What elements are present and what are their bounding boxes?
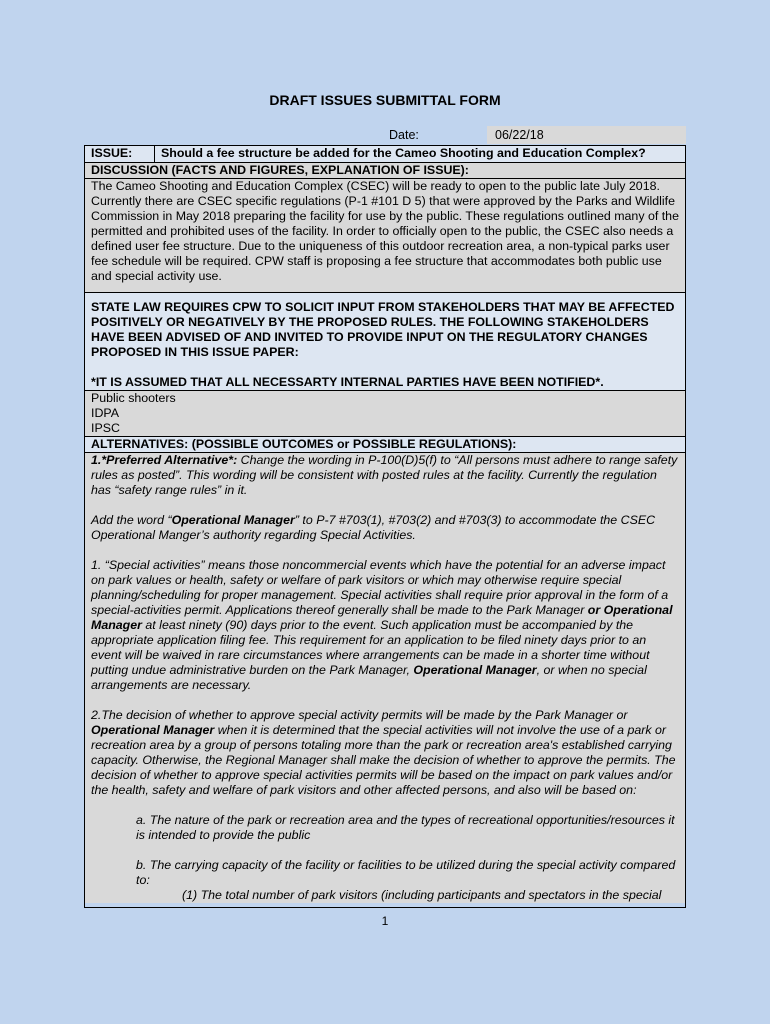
state-law-block xyxy=(85,293,685,391)
date-label: Date: xyxy=(389,128,419,142)
add-word-paragraph xyxy=(91,513,679,543)
date-row xyxy=(84,126,686,144)
stakeholder-item: IPSC xyxy=(91,421,120,435)
issue-label: ISSUE: xyxy=(85,146,155,162)
issue-row xyxy=(85,146,685,163)
stakeholder-item: Public shooters xyxy=(91,391,176,405)
form-title: DRAFT ISSUES SUBMITTAL FORM xyxy=(269,92,501,108)
preferred-alternative-label: 1.*Preferred Alternative*: xyxy=(91,453,238,467)
para1-part-b: at least ninety (90) days prior to the event. Such application must be accompanied by the appropriate application filing fee. This requirement for an application to be filed ninety days prior to an event will be waived in rare circumstances where arrangements can be made in a shorter time without putting undue administrative burden on the Park Manager, xyxy=(91,618,650,677)
criteria-item-a xyxy=(91,813,679,843)
alternative-1 xyxy=(91,453,679,498)
alternatives-header: ALTERNATIVES: (POSSIBLE OUTCOMES or POSSIBLE REGULATIONS): xyxy=(85,437,685,453)
para1-part-a: 1. “Special activities” means those noncommercial events which have the potential for an adverse impact on park values or health, safety or welfare of park visitors or which may otherwise require special planning/scheduling for proper management. Special activities shall require prior approval in the form of a special-activities permit. Applications thereof generally shall be made to the Park Manager xyxy=(91,558,669,617)
op-manager-term: Operational Manager xyxy=(171,513,295,527)
special-activities-paragraph xyxy=(91,558,679,693)
issue-form-table xyxy=(84,145,686,908)
stakeholder-item: IDPA xyxy=(91,406,119,420)
para2-part-b: when it is determined that the special activities will not involve the use of a park or recreation area by a group of persons totaling more than the park or recreation area's established carrying capacity. Otherwise, the Regional Manager shall make the decision of whether to approve the permits. The decision of whether to approve special activities permits will be based on the impact on park values and/or the health, safety and welfare of park visitors and other affected persons, and also will be based on: xyxy=(91,723,676,797)
discussion-header: DISCUSSION (FACTS AND FIGURES, EXPLANATION OF ISSUE): xyxy=(85,163,685,179)
state-law-text: STATE LAW REQUIRES CPW TO SOLICIT INPUT FROM STAKEHOLDERS THAT MAY BE AFFECTED POSITIVELY OR NEGATIVELY BY THE PROPOSED RULES. THE FOLLOWING STAKEHOLDERS HAVE BEEN ADVISED OF AND INVITED TO PROVIDE INPUT ON THE REGULATORY CHANGES PROPOSED IN THIS ISSUE PAPER: xyxy=(91,300,675,359)
alternatives-text[interactable] xyxy=(85,453,685,903)
op-manager-term: Operational Manager xyxy=(91,723,215,737)
criteria-item-b: b. The carrying capacity of the facility or facilities to be utilized during the special activity compared to: xyxy=(136,858,676,887)
issue-text[interactable]: Should a fee structure be added for the Cameo Shooting and Education Complex? xyxy=(161,146,646,160)
criteria-item-a-text: a. The nature of the park or recreation area and the types of recreational opportunities/resources it is intended to provide the public xyxy=(136,813,675,842)
discussion-text[interactable]: The Cameo Shooting and Education Complex (CSEC) will be ready to open to the public late July 2018. Currently there are CSEC specific regulations (P-1 #101 D 5) that were approved by the Parks and Wildlife Commission in May 2018 preparing the facility for use by the public. These regulations outlined many of the permitted and prohibited uses of the facility. In order to officially open to the public, the CSEC also needs a defined user fee structure. Due to the uniqueness of this outdoor recreation area, a non-typical parks user fee schedule will be required. CPW staff is proposing a fee structure that accommodates both public use and special activity use. xyxy=(85,179,685,293)
para1-part-c: , or when no special arrangements are necessary. xyxy=(91,663,647,692)
op-manager-term: Operational Manager xyxy=(91,603,673,632)
alternative-1-text: Change the wording in P-100(D)5(f) to “All persons must adhere to range safety rules as posted”. This wording will be consistent with posted rules at the facility. Currently the regulation has “safety range rules” in it. xyxy=(91,453,678,497)
stakeholder-list[interactable] xyxy=(85,391,685,437)
add-word-pre: Add the word “ xyxy=(91,513,172,527)
assumed-notice: *IT IS ASSUMED THAT ALL NECESSARTY INTERNAL PARTIES HAVE BEEN NOTIFIED*. xyxy=(91,375,604,389)
op-manager-term: Operational Manager xyxy=(413,663,537,677)
or-term: or xyxy=(587,603,601,617)
para2-part-a: 2.The decision of whether to approve special activity permits will be made by the Park Manager or xyxy=(91,708,628,722)
permit-decision-paragraph xyxy=(91,708,679,798)
add-word-post: ” to P-7 #703(1), #703(2) and #703(3) to accommodate the CSEC Operational Manger’s authority regarding Special Activities. xyxy=(91,513,656,542)
date-field[interactable]: 06/22/18 xyxy=(487,126,686,144)
criteria-item-b1: (1) The total number of park visitors (including participants and spectators in the special xyxy=(182,888,662,902)
page-number: 1 xyxy=(381,914,389,928)
